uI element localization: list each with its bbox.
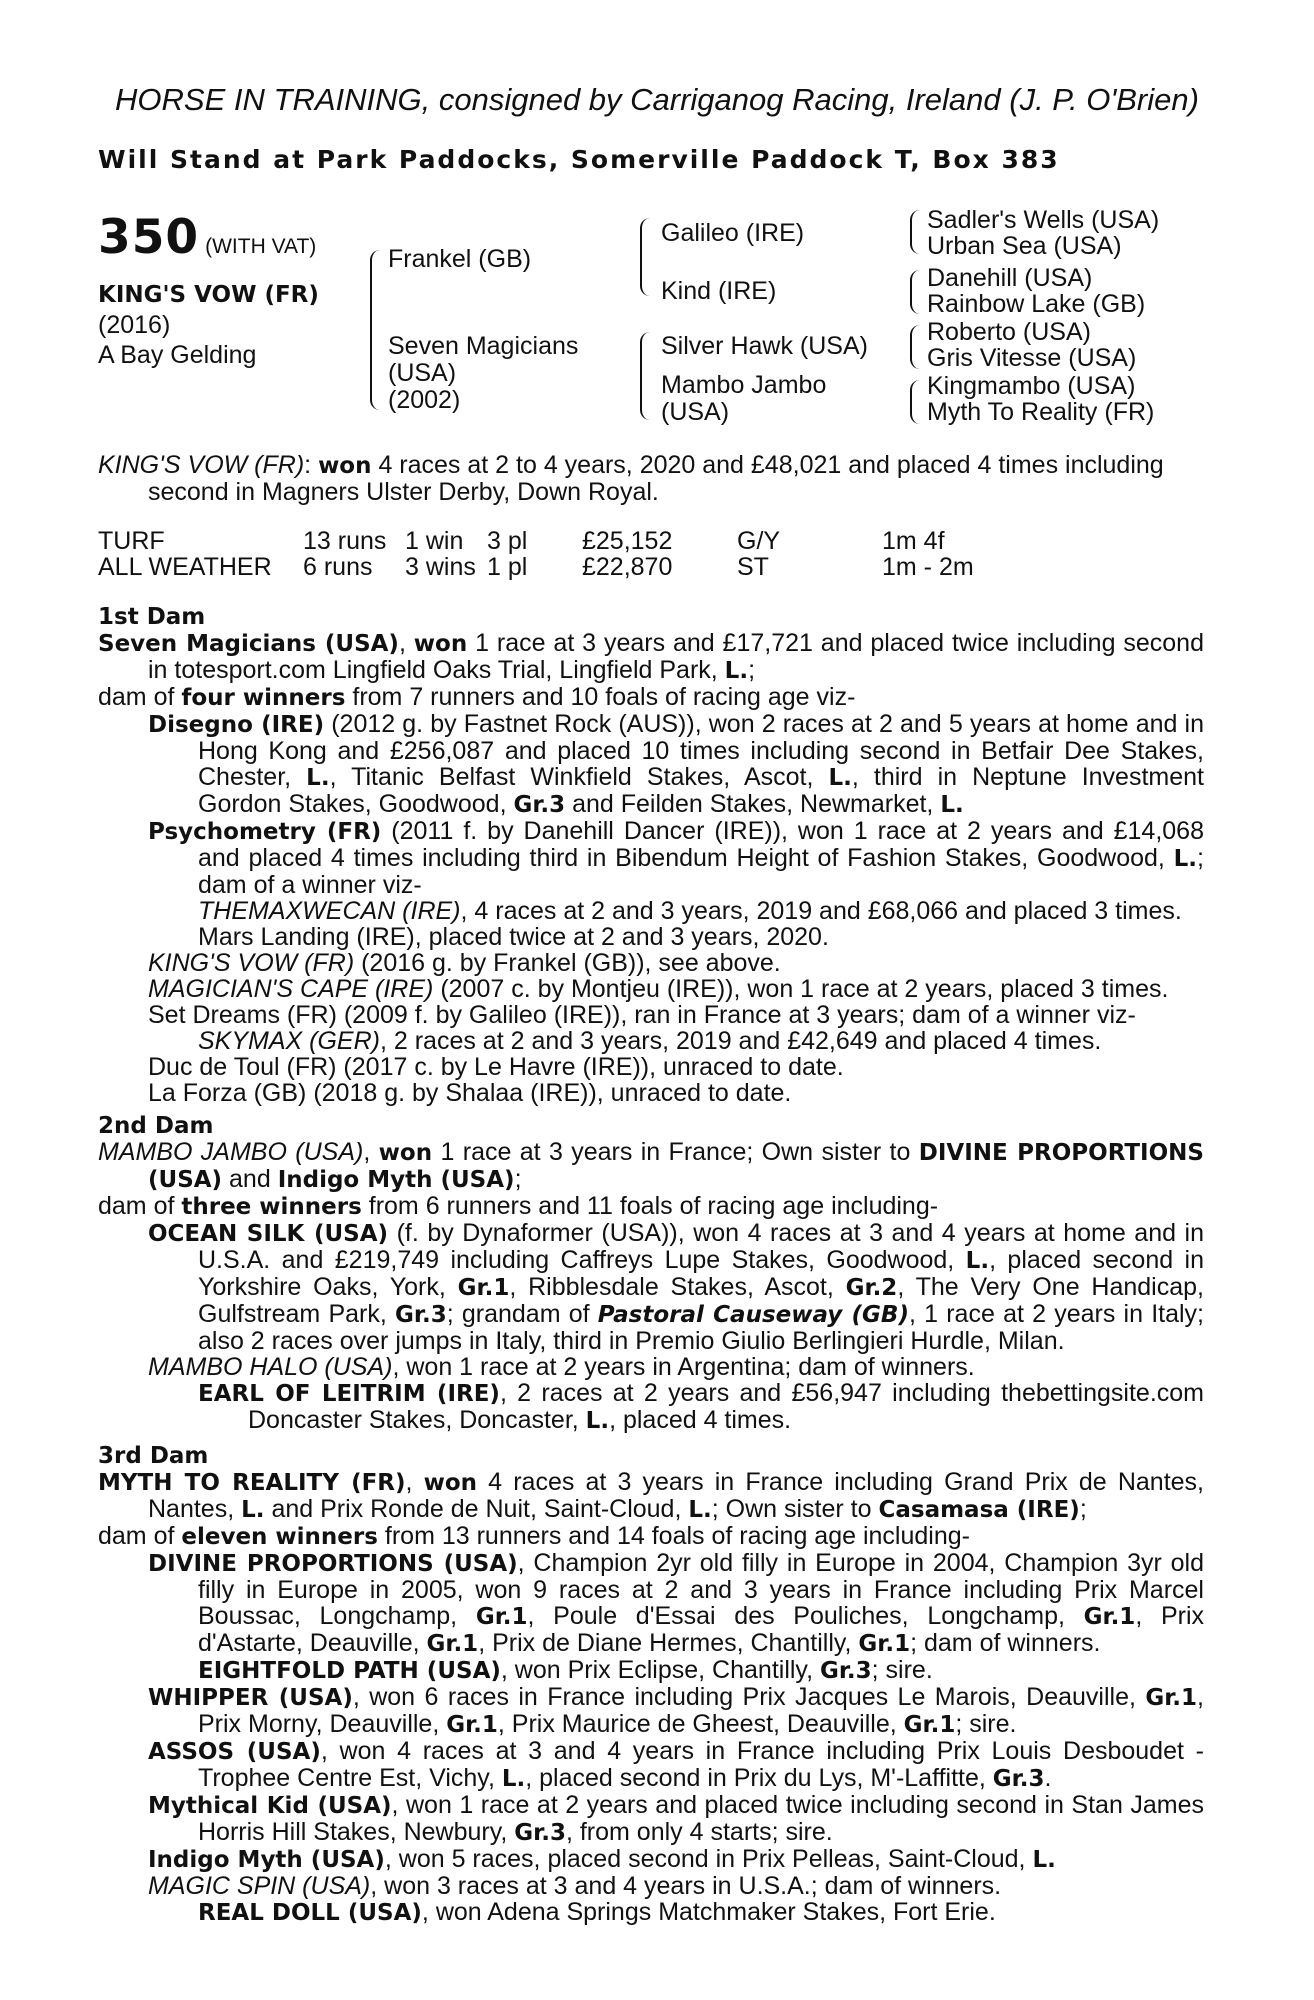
dss: Roberto (USA) (927, 318, 1091, 346)
listed: L. (965, 1248, 990, 1274)
dam-record: Seven Magicians (USA), won 1 race at 3 years and £17,721 and placed twice including second in totesport.com Lingfield Oaks Trial, Lingfield Park, L.; (98, 629, 1204, 684)
grandprogeny-entry (98, 1380, 1204, 1434)
won: won (423, 1470, 478, 1496)
progeny-entry (98, 950, 1204, 976)
text: , won Adena Springs Matchmaker Stakes, Fort Erie. (421, 1898, 996, 1926)
text: , 4 races at 2 and 3 years, 2019 and £68,066 and placed 3 times. (460, 897, 1182, 925)
dam-sire: Silver Hawk (USA) (661, 332, 868, 360)
winners-count: four winners (181, 685, 346, 711)
text: ; dam of a winner viz- (198, 844, 1204, 899)
text: ; (748, 656, 756, 684)
stats-earnings: £22,870 (582, 553, 673, 581)
listed: L. (828, 765, 852, 791)
progeny-name: OCEAN SILK (USA) (148, 1221, 389, 1247)
text: ; sire. (955, 1710, 1017, 1738)
text: dam of (98, 683, 182, 711)
text: , won 6 races in France including Prix Jacques Le Marois, Deauville, (352, 1683, 1146, 1711)
text: ; sire. (871, 1656, 933, 1684)
summary-text-cont: second in Magners Ulster Derby, Down Royal. (148, 478, 659, 506)
text: , from only 4 starts; sire. (565, 1818, 833, 1846)
vat-note: (WITH VAT) (205, 235, 317, 258)
text: ; (1079, 1495, 1087, 1523)
stats-row (98, 528, 1002, 554)
text: and Feilden Stakes, Newmarket, (565, 790, 941, 818)
progeny-name: ASSOS (USA) (148, 1739, 321, 1765)
text: (2012 g. by Fastnet Rock (AUS)), won 2 races at 2 and 5 years at home and in Hong Kong and £256,087 and placed 10 times including second in Betfair Dee Stakes, Chester, (198, 710, 1204, 791)
stats-runs: 6 runs (303, 553, 373, 581)
group: Gr.1 (858, 1631, 911, 1657)
text: from 6 runners and 11 foals of racing age including- (361, 1192, 939, 1220)
text: , third in Neptune Investment Gordon Stakes, Goodwood, (198, 763, 1204, 818)
dds: Kingmambo (USA) (927, 372, 1136, 400)
horse-year: (2016) (98, 311, 171, 339)
progeny-name: Psychometry (FR) (148, 819, 382, 845)
text: (f. by Dynaformer (USA)), won 4 races at 3 and 4 years at home and in U.S.A. and £219,749 including Caffreys Lupe Stakes, Goodwood, (198, 1219, 1205, 1274)
dam-dam-line1: Mambo Jambo (661, 371, 827, 399)
progeny-name: DIVINE PROPORTIONS (USA) (148, 1551, 518, 1577)
group: Gr.1 (446, 1712, 498, 1738)
progeny-name: EIGHTFOLD PATH (USA) (198, 1658, 501, 1684)
progeny-entry: Duc de Toul (FR) (2017 c. by Le Havre (IRE)), unraced to date. (148, 1053, 844, 1081)
dam-record: MYTH TO REALITY (FR), won 4 races at 3 years in France including Grand Prix de Nantes, Nantes, L. and Prix Ronde de Nuit, Saint-Cloud, L.; Own sister to Casamasa (IRE); (98, 1468, 1204, 1523)
stand-location: Will Stand at Park Paddocks, Somerville Paddock T, Box 383 (98, 145, 1060, 174)
progeny-name: THEMAXWECAN (IRE) (198, 897, 461, 925)
text: 1 race at 3 years and £17,721 and placed twice including second in totesport.com Lingfield Oaks Trial, Lingfield Park, (148, 629, 1204, 684)
dam-name (388, 333, 578, 414)
ddd: Myth To Reality (FR) (927, 398, 1155, 426)
progeny-entry (98, 1550, 1204, 1657)
text: , 2 races at 2 years and £56,947 including thebettingsite.com Doncaster Stakes, Doncaster, (248, 1379, 1205, 1434)
dam-name-line2: (USA) (388, 359, 457, 387)
grandprogeny-name: Pastoral Causeway (GB) (597, 1302, 909, 1328)
horse-description: A Bay Gelding (98, 341, 257, 369)
sire-name: Frankel (GB) (388, 245, 532, 273)
text: , placed second in Yorkshire Oaks, York, (198, 1246, 1204, 1301)
ssd: Urban Sea (USA) (927, 232, 1122, 260)
dam-record: MAMBO JAMBO (USA), won 1 race at 3 years in France; Own sister to DIVINE PROPORTIONS (USA) and Indigo Myth (USA); (98, 1138, 1204, 1193)
horse-name: KING'S VOW (FR) (98, 282, 319, 308)
group: Gr.1 (475, 1604, 528, 1630)
group: Gr.3 (513, 792, 566, 818)
grandprogeny-entry (98, 1899, 1204, 1926)
group: Gr.1 (1145, 1685, 1198, 1711)
sdd: Rainbow Lake (GB) (927, 290, 1146, 318)
stats-placed: 1 pl (487, 553, 528, 581)
text: 1 race at 3 years in France; Own sister to (432, 1138, 919, 1166)
text: , The Very One Handicap, Gulfstream Park, (198, 1273, 1204, 1328)
lot-number: 350 (98, 210, 200, 265)
text: (2011 f. by Danehill Dancer (IRE)), won 1 race at 2 years and £14,068 and placed 4 times including third in Bibendum Height of Fashion Stakes, Goodwood, (198, 817, 1204, 872)
dam-of-line (98, 684, 1204, 711)
listed: L. (501, 1766, 526, 1792)
text: , won 4 races at 3 and 4 years in France including Prix Louis Desboudet - Trophee Centre Est, Vichy, (198, 1737, 1204, 1792)
pedigree-brace (910, 325, 920, 369)
progeny-entry (98, 1846, 1204, 1873)
summary-horse-name: KING'S VOW (FR) (98, 451, 305, 479)
text: ; (514, 1165, 522, 1193)
sister-name: Indigo Myth (USA) (277, 1167, 515, 1193)
sss: Sadler's Wells (USA) (927, 206, 1160, 234)
grandprogeny-entry: Mars Landing (IRE), placed twice at 2 and 3 years, 2020. (198, 923, 829, 951)
grandprogeny-entry (98, 1657, 1204, 1684)
progeny-name: EARL OF LEITRIM (IRE) (198, 1381, 500, 1407)
grandprogeny-entry (98, 898, 1204, 924)
winners-count: three winners (181, 1194, 362, 1220)
progeny-entry (98, 818, 1204, 898)
progeny-entry (98, 1873, 1204, 1899)
stats-placed: 3 pl (487, 527, 528, 555)
text: , won 5 races, placed second in Prix Pelleas, Saint-Cloud, (384, 1845, 1033, 1873)
listed: L. (306, 765, 330, 791)
progeny-entry (98, 711, 1204, 818)
progeny-entry (98, 1220, 1204, 1354)
group: Gr.3 (514, 1820, 566, 1846)
progeny-name: REAL DOLL (USA) (198, 1900, 422, 1926)
dam-of-line (98, 1193, 1204, 1220)
progeny-name: SKYMAX (GER) (198, 1027, 380, 1055)
progeny-name: MAGICIAN'S CAPE (IRE) (148, 975, 434, 1003)
text: , Prix de Diane Hermes, Chantilly, (478, 1629, 859, 1657)
text: and (222, 1165, 278, 1193)
winners-count: eleven winners (181, 1524, 378, 1550)
group: Gr.1 (1083, 1604, 1136, 1630)
text: , Titanic Belfast Winkfield Stakes, Ascot, (329, 763, 829, 791)
dam-dam (661, 372, 826, 426)
dam-name: MAMBO JAMBO (USA) (98, 1138, 364, 1166)
section-title: 1st Dam (98, 604, 206, 630)
text: ; Own sister to (711, 1495, 879, 1523)
text: , Prix Morny, Deauville, (198, 1683, 1204, 1738)
text: , 2 races at 2 and 3 years, 2019 and £42,649 and placed 4 times. (379, 1027, 1102, 1055)
sister-name: Casamasa (IRE) (878, 1497, 1080, 1523)
group: Gr.3 (395, 1302, 447, 1328)
text: and Prix Ronde de Nuit, Saint-Cloud, (264, 1495, 689, 1523)
progeny-name: MAGIC SPIN (USA) (148, 1872, 371, 1900)
text: , Prix Maurice de Gheest, Deauville, (497, 1710, 904, 1738)
pedigree-chart (0, 0, 1314, 440)
stats-runs: 13 runs (303, 527, 387, 555)
group: Gr.1 (426, 1631, 479, 1657)
text: . (1044, 1764, 1052, 1792)
text: , won Prix Eclipse, Chantilly, (500, 1656, 820, 1684)
text: (2016 g. by Frankel (GB)), see above. (354, 949, 781, 977)
race-summary: KING'S VOW (FR): won 4 races at 2 to 4 years, 2020 and £48,021 and placed 4 times including second in Magners Ulster Derby, Down Royal. (98, 452, 1204, 505)
stats-wins: 1 win (405, 527, 464, 555)
progeny-name: Mythical Kid (USA) (148, 1793, 392, 1819)
progeny-name: MAMBO HALO (USA) (148, 1353, 393, 1381)
listed: L. (688, 1497, 712, 1523)
dam-dam-line2: (USA) (661, 398, 730, 426)
race-record-table (98, 528, 1002, 580)
dam-name: Seven Magicians (USA) (98, 631, 399, 657)
progeny-entry (98, 976, 1204, 1002)
pedigree-brace (640, 332, 652, 420)
text: , Ribblesdale Stakes, Ascot, (509, 1273, 846, 1301)
summary-won: won (318, 453, 372, 479)
text: , won 3 races at 3 and 4 years in U.S.A.; dam of winners. (370, 1872, 1002, 1900)
dam-year: (2002) (388, 386, 461, 414)
stats-going: G/Y (737, 527, 781, 555)
stats-row (98, 554, 1002, 580)
pedigree-brace (640, 218, 652, 296)
dam-of-line (98, 1523, 1204, 1550)
progeny-entry (98, 1738, 1204, 1792)
group: Gr.1 (457, 1275, 510, 1301)
stats-surface: TURF (98, 527, 165, 555)
listed: L. (940, 792, 964, 818)
stats-wins: 3 wins (405, 553, 476, 581)
text: , Prix d'Astarte, Deauville, (198, 1602, 1205, 1657)
text: dam of (98, 1192, 182, 1220)
listed: L. (1173, 846, 1198, 872)
sister-name: DIVINE PROPORTIONS (USA) (148, 1140, 1204, 1193)
group: Gr.2 (845, 1275, 898, 1301)
stats-distance: 1m - 2m (882, 553, 974, 581)
pedigree-brace (910, 380, 920, 424)
progeny-entry: La Forza (GB) (2018 g. by Shalaa (IRE)), unraced to date. (148, 1079, 792, 1107)
text: , won 1 race at 2 years and placed twice including second in Stan James Horris Hill Stakes, Newbury, (198, 1791, 1204, 1846)
group: Gr.1 (903, 1712, 956, 1738)
progeny-name: WHIPPER (USA) (148, 1685, 353, 1711)
second-dam-section (98, 1113, 1204, 1434)
listed: L. (1032, 1847, 1056, 1873)
section-title: 2nd Dam (98, 1113, 214, 1139)
section-title: 3rd Dam (98, 1443, 209, 1469)
stats-surface: ALL WEATHER (98, 553, 272, 581)
text: , placed 4 times. (609, 1406, 792, 1434)
progeny-entry (98, 1792, 1204, 1846)
pedigree-brace (370, 250, 384, 410)
text: , Poule d'Essai des Pouliches, Longchamp, (527, 1602, 1084, 1630)
text: dam of (98, 1522, 182, 1550)
group: Gr.3 (992, 1766, 1045, 1792)
progeny-name: Indigo Myth (USA) (148, 1847, 385, 1873)
pedigree-brace (910, 210, 920, 254)
sire-dam: Kind (IRE) (661, 277, 777, 305)
dam-name: MYTH TO REALITY (FR) (98, 1470, 406, 1496)
pedigree-brace (910, 270, 920, 314)
stats-earnings: £25,152 (582, 527, 673, 555)
won: won (378, 1140, 433, 1166)
group: Gr.3 (819, 1658, 872, 1684)
grandprogeny-entry (98, 1028, 1204, 1054)
dam-name-line1: Seven Magicians (388, 332, 579, 360)
text: ; grandam of (446, 1300, 598, 1328)
text: from 13 runners and 14 foals of racing age including- (377, 1522, 970, 1550)
progeny-name: Disegno (IRE) (148, 712, 325, 738)
text: ; dam of winners. (910, 1629, 1101, 1657)
text: (2007 c. by Montjeu (IRE)), won 1 race at 2 years, placed 3 times. (433, 975, 1169, 1003)
sire-sire: Galileo (IRE) (661, 219, 805, 247)
text: , won 1 race at 2 years in Argentina; dam of winners. (392, 1353, 975, 1381)
progeny-entry: Set Dreams (FR) (2009 f. by Galileo (IRE)), ran in France at 3 years; dam of a winner viz- (148, 1001, 1136, 1029)
progeny-name: KING'S VOW (FR) (148, 949, 355, 977)
first-dam-section (98, 604, 1204, 1106)
sds: Danehill (USA) (927, 264, 1093, 292)
text: , placed second in Prix du Lys, M'-Laffitte, (525, 1764, 993, 1792)
listed: L. (241, 1497, 265, 1523)
progeny-entry (98, 1354, 1204, 1380)
third-dam-section (98, 1443, 1204, 1926)
text: , Champion 2yr old filly in Europe in 2004, Champion 3yr old filly in Europe in 2005, won 9 races at 2 and 3 years in France including Prix Marcel Boussac, Longchamp, (198, 1549, 1204, 1630)
text: 4 races at 3 years in France including Grand Prix de Nantes, Nantes, (148, 1468, 1204, 1523)
listed: L. (585, 1408, 610, 1434)
listed: L. (724, 658, 749, 684)
dsd: Gris Vitesse (USA) (927, 344, 1137, 372)
text: , 1 race at 2 years in Italy; also 2 races over jumps in Italy, third in Premio Giulio Berlingieri Hurdle, Milan. (198, 1300, 1205, 1355)
progeny-entry (98, 1684, 1204, 1738)
won: won (413, 631, 468, 657)
text: from 7 runners and 10 foals of racing age viz- (345, 683, 856, 711)
stats-going: ST (737, 553, 769, 581)
consignor-header: HORSE IN TRAINING, consigned by Carriganog Racing, Ireland (J. P. O'Brien) (115, 82, 1199, 117)
stats-distance: 1m 4f (882, 527, 945, 555)
summary-text: 4 races at 2 to 4 years, 2020 and £48,021 and placed 4 times including (371, 451, 1164, 479)
